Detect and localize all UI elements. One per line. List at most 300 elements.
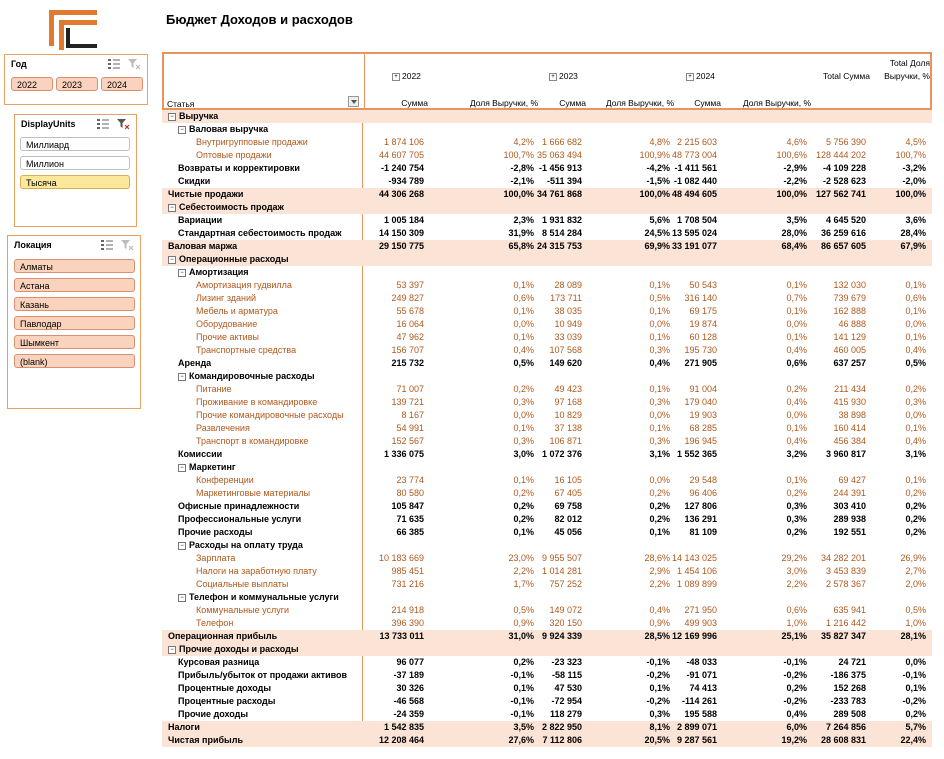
share-cell: 0,1% [649, 384, 670, 394]
share-cell: -0,2% [783, 696, 807, 706]
row-label-text: Проживание в командировке [196, 397, 318, 407]
location-item-almaty[interactable]: Алматы [14, 259, 135, 273]
table-row [162, 565, 932, 578]
table-row [162, 487, 932, 500]
table-row [162, 370, 932, 383]
sum-header-2023: Сумма [559, 98, 586, 108]
sum-cell: 9 924 339 [541, 631, 582, 641]
sum-cell: -114 261 [681, 696, 717, 706]
row-label-text: Прочие доходы [178, 709, 249, 719]
sum-cell: 128 444 202 [815, 150, 866, 160]
share-cell: 0,0% [905, 410, 926, 420]
sum-cell: 55 678 [396, 306, 424, 316]
row-label-text: Телефон и коммунальные услуги [189, 592, 339, 602]
table-row [162, 669, 932, 682]
share-cell: 1,0% [905, 618, 926, 628]
sum-cell: 244 391 [833, 488, 866, 498]
row-label-text: Лизинг зданий [196, 293, 257, 303]
row-label [178, 513, 301, 526]
share-cell: 4,8% [649, 137, 670, 147]
sum-cell: 86 657 605 [820, 241, 866, 251]
year-2022-header[interactable]: + 2022 [392, 71, 421, 81]
row-label [196, 396, 317, 409]
sum-cell: 271 950 [684, 605, 717, 615]
sum-cell: 289 938 [833, 514, 866, 524]
share-cell: 0,6% [786, 605, 807, 615]
row-label-text: Развлечения [196, 423, 250, 433]
share-cell: 0,2% [905, 514, 926, 524]
sum-cell: 136 291 [684, 514, 717, 524]
row-label [196, 279, 292, 292]
pivot-table [162, 52, 932, 747]
row-label [196, 474, 254, 487]
sum-cell: 107 568 [549, 345, 582, 355]
sum-cell: -37 189 [393, 670, 424, 680]
sum-cell: 91 004 [689, 384, 717, 394]
table-row [162, 318, 932, 331]
share-cell: 0,2% [513, 488, 534, 498]
sum-cell: 105 847 [391, 501, 424, 511]
share-cell: -0,1% [783, 657, 807, 667]
sum-cell: 19 874 [689, 319, 717, 329]
sum-cell: 49 423 [554, 384, 582, 394]
table-row [162, 149, 932, 162]
sum-cell: 635 941 [833, 605, 866, 615]
table-row [162, 526, 932, 539]
table-row [162, 617, 932, 630]
share-cell: 0,1% [786, 332, 807, 342]
table-row [162, 162, 932, 175]
sum-cell: 9 287 561 [676, 735, 717, 745]
sum-cell: 14 150 309 [378, 228, 424, 238]
row-label [178, 669, 347, 682]
share-cell: 0,0% [786, 410, 807, 420]
sum-cell: 33 191 077 [672, 241, 718, 251]
company-logo [46, 6, 100, 50]
table-row [162, 656, 932, 669]
share-cell: 0,0% [649, 475, 670, 485]
share-cell: 100,0% [639, 189, 670, 199]
clear-filter-icon[interactable] [116, 118, 130, 130]
year-slicer-title: Год [11, 59, 27, 69]
share-cell: 0,1% [905, 683, 926, 693]
share-cell: 100,9% [639, 150, 670, 160]
table-row [162, 344, 932, 357]
share-cell: 69,9% [644, 241, 670, 251]
sum-cell: -1 240 754 [380, 163, 424, 173]
share-cell: 100,6% [776, 150, 807, 160]
table-row [162, 500, 932, 513]
share-cell: 100,0% [776, 189, 807, 199]
share-cell: 0,0% [905, 319, 926, 329]
row-label-text: Прочие командировочные расходы [196, 410, 344, 420]
sum-cell: 1 089 899 [676, 579, 717, 589]
sum-cell: 10 829 [554, 410, 582, 420]
row-label [178, 162, 300, 175]
share-cell: 67,9% [900, 241, 926, 251]
sum-cell: 179 040 [684, 397, 717, 407]
table-row [162, 110, 932, 123]
row-label [196, 305, 278, 318]
share-cell: 0,2% [905, 501, 926, 511]
share-cell: 0,1% [786, 475, 807, 485]
share-cell: 28,5% [644, 631, 670, 641]
sum-cell: 34 761 868 [536, 189, 582, 199]
row-label [196, 409, 344, 422]
location-item-astana[interactable]: Астана [14, 278, 135, 292]
table-row [162, 175, 932, 188]
row-label [178, 448, 222, 461]
sum-cell: 127 562 741 [815, 189, 866, 199]
share-cell: 0,0% [905, 657, 926, 667]
row-label-text: Маркетинг [189, 462, 236, 472]
share-cell: -2,2% [783, 176, 807, 186]
sum-cell: 1 542 835 [383, 722, 424, 732]
total-share-header-1: Total Доля [889, 58, 930, 68]
sum-cell: 2 215 603 [676, 137, 717, 147]
table-row [162, 214, 932, 227]
sum-cell: 37 138 [554, 423, 582, 433]
share-cell: 8,1% [649, 722, 670, 732]
share-cell: 20,5% [644, 735, 670, 745]
share-cell: 0,2% [786, 488, 807, 498]
share-cell: -0,1% [510, 709, 534, 719]
sum-cell: 12 208 464 [378, 735, 424, 745]
share-cell: 0,1% [786, 280, 807, 290]
row-label-text: Прочие расходы [178, 527, 253, 537]
sum-cell: 71 635 [396, 514, 424, 524]
row-label-text: Амортизация [189, 267, 249, 277]
share-cell: 0,1% [513, 280, 534, 290]
share-cell: -2,1% [510, 176, 534, 186]
pivot-header [162, 52, 932, 110]
share-cell: 100,0% [895, 189, 926, 199]
share-cell: 0,1% [649, 527, 670, 537]
location-item-pavlodar[interactable]: Павлодар [14, 316, 135, 330]
year-2024-header[interactable]: + 2024 [686, 71, 715, 81]
sum-cell: 156 707 [391, 345, 424, 355]
share-cell: 3,1% [905, 449, 926, 459]
row-label-text: Конференции [196, 475, 254, 485]
sum-header-2022: Сумма [401, 98, 428, 108]
row-label [196, 435, 308, 448]
share-cell: 0,1% [905, 280, 926, 290]
total-share-header-2: Выручки, % [884, 71, 930, 81]
share-cell: 3,5% [513, 722, 534, 732]
share-cell: 0,9% [513, 618, 534, 628]
sum-cell: 985 451 [391, 566, 424, 576]
row-label-text: Себестоимость продаж [179, 202, 284, 212]
row-label-text: Маркетинговые материалы [196, 488, 311, 498]
row-label [168, 240, 237, 253]
sum-cell: 2 822 950 [541, 722, 582, 732]
share-cell: 0,2% [513, 501, 534, 511]
row-label-text: Мебель и арматура [196, 306, 278, 316]
row-label [196, 383, 232, 396]
year-item-2022[interactable]: 2022 [11, 77, 53, 91]
share-cell: 0,5% [649, 293, 670, 303]
table-row [162, 604, 932, 617]
share-cell: 3,1% [649, 449, 670, 459]
collapse-icon[interactable]: − [178, 542, 186, 550]
share-cell: 4,2% [513, 137, 534, 147]
row-label [178, 695, 275, 708]
row-label [178, 461, 236, 474]
share-cell: 0,3% [786, 501, 807, 511]
table-row [162, 188, 932, 201]
share-cell: 0,1% [649, 683, 670, 693]
collapse-icon[interactable]: − [178, 126, 186, 134]
row-label [178, 708, 248, 721]
sum-cell: 46 888 [838, 319, 866, 329]
sum-cell: 1 072 376 [541, 449, 582, 459]
pivot-body [162, 110, 932, 747]
sum-header-2024: Сумма [694, 98, 721, 108]
sum-cell: 69 427 [838, 475, 866, 485]
row-label-text: Процентные расходы [178, 696, 276, 706]
sum-cell: 173 711 [550, 293, 582, 303]
sum-cell: -1 456 913 [538, 163, 582, 173]
collapse-icon[interactable]: − [168, 646, 176, 654]
sum-cell: 13 595 024 [672, 228, 718, 238]
share-header-2024: Доля Выручки, % [742, 98, 811, 108]
sum-cell: 45 056 [554, 527, 582, 537]
sum-cell: -511 394 [546, 176, 582, 186]
page-title: Бюджет Доходов и расходов [166, 12, 353, 27]
table-row [162, 552, 932, 565]
sum-cell: 53 397 [396, 280, 424, 290]
year-2023-header[interactable]: + 2023 [549, 71, 578, 81]
share-cell: 0,4% [905, 436, 926, 446]
row-label-text: Налоги [168, 722, 200, 732]
units-item-thousand[interactable]: Тысяча [20, 175, 130, 189]
table-row [162, 396, 932, 409]
sum-cell: 415 930 [833, 397, 866, 407]
row-label-text: Скидки [178, 176, 211, 186]
multi-select-icon[interactable] [96, 118, 110, 130]
location-item-shymkent[interactable]: Шымкент [14, 335, 135, 349]
row-label [196, 292, 256, 305]
expand-icon[interactable]: + [549, 73, 557, 81]
share-cell: 4,5% [905, 137, 926, 147]
row-label [196, 344, 296, 357]
expand-icon[interactable]: + [686, 73, 694, 81]
share-cell: 0,2% [513, 514, 534, 524]
share-cell: 68,4% [781, 241, 807, 251]
row-label [178, 175, 210, 188]
table-row [162, 682, 932, 695]
collapse-icon[interactable]: − [178, 464, 186, 472]
share-cell: 28,6% [644, 553, 670, 563]
table-row [162, 305, 932, 318]
units-item-million[interactable]: Миллион [20, 156, 130, 170]
location-item-blank[interactable]: (blank) [14, 354, 135, 368]
table-row [162, 695, 932, 708]
clear-filter-icon[interactable] [120, 239, 134, 251]
share-cell: 0,1% [649, 280, 670, 290]
share-cell: 0,1% [905, 306, 926, 316]
share-cell: 31,9% [508, 228, 534, 238]
row-label [178, 214, 222, 227]
share-cell: 0,5% [905, 358, 926, 368]
share-cell: -0,1% [902, 670, 926, 680]
share-cell: -3,2% [902, 163, 926, 173]
share-cell: 0,2% [513, 384, 534, 394]
share-cell: 4,6% [786, 137, 807, 147]
collapse-icon[interactable]: − [178, 269, 186, 277]
sum-cell: -934 789 [388, 176, 424, 186]
sum-cell: 66 385 [396, 527, 424, 537]
share-cell: 0,2% [905, 709, 926, 719]
share-cell: -2,0% [902, 176, 926, 186]
row-label [196, 578, 288, 591]
row-label [178, 539, 303, 552]
row-label [168, 188, 243, 201]
share-header-2023: Доля Выручки, % [605, 98, 674, 108]
multi-select-icon[interactable] [100, 239, 114, 251]
row-label-text: Процентные доходы [178, 683, 272, 693]
collapse-icon[interactable]: − [178, 594, 186, 602]
sum-cell: 47 530 [554, 683, 582, 693]
sum-cell: -72 954 [551, 696, 582, 706]
share-cell: 0,4% [786, 397, 807, 407]
share-cell: 0,0% [513, 319, 534, 329]
sum-cell: 195 730 [684, 345, 717, 355]
row-label [178, 500, 299, 513]
sum-cell: 96 406 [689, 488, 717, 498]
collapse-icon[interactable]: − [168, 204, 176, 212]
sum-cell: -4 109 228 [822, 163, 866, 173]
share-cell: 2,7% [905, 566, 926, 576]
share-cell: 0,1% [905, 332, 926, 342]
row-label-text: Командировочные расходы [189, 371, 315, 381]
table-row [162, 708, 932, 721]
sum-cell: 29 548 [689, 475, 717, 485]
share-cell: 0,4% [513, 345, 534, 355]
sum-cell: 1 552 365 [676, 449, 717, 459]
table-row [162, 474, 932, 487]
sum-cell: 456 384 [833, 436, 866, 446]
share-cell: 0,3% [649, 436, 670, 446]
table-row [162, 422, 932, 435]
location-item-kazan[interactable]: Казань [14, 297, 135, 311]
share-cell: 100,0% [503, 189, 534, 199]
share-cell: 31,0% [508, 631, 534, 641]
units-item-billion[interactable]: Миллиард [20, 137, 130, 151]
sum-cell: 38 898 [838, 410, 866, 420]
collapse-icon[interactable]: − [168, 113, 176, 121]
row-label [178, 591, 339, 604]
row-label [178, 227, 342, 240]
collapse-icon[interactable]: − [168, 256, 176, 264]
share-cell: 0,4% [905, 345, 926, 355]
share-cell: 0,1% [649, 423, 670, 433]
sum-cell: 2 899 071 [676, 722, 717, 732]
sum-cell: 68 285 [689, 423, 717, 433]
row-label-text: Валовая маржа [168, 241, 238, 251]
sum-cell: 396 390 [391, 618, 424, 628]
sum-cell: 1 216 442 [825, 618, 866, 628]
share-cell: 0,3% [649, 345, 670, 355]
sum-cell: 12 169 996 [672, 631, 718, 641]
row-label-text: Курсовая разница [178, 657, 260, 667]
row-label [196, 487, 310, 500]
sum-cell: 14 143 025 [672, 553, 718, 563]
share-cell: 28,4% [900, 228, 926, 238]
sum-cell: -24 359 [393, 709, 424, 719]
share-cell: 0,3% [649, 709, 670, 719]
share-cell: 0,0% [649, 319, 670, 329]
share-cell: 100,7% [895, 150, 926, 160]
sum-cell: -91 071 [686, 670, 717, 680]
row-label-text: Транспорт в командировке [196, 436, 309, 446]
display-units-slicer-title: DisplayUnits [21, 119, 76, 129]
share-cell: 0,4% [649, 358, 670, 368]
year-item-2024[interactable]: 2024 [101, 77, 143, 91]
sum-cell: -1 411 561 [674, 163, 717, 173]
clear-filter-icon[interactable] [127, 58, 141, 70]
row-label-text: Операционные расходы [179, 254, 289, 264]
sum-cell: 28 089 [554, 280, 582, 290]
sum-cell: 499 903 [684, 618, 717, 628]
sum-cell: 3 453 839 [825, 566, 866, 576]
row-label-text: Чистая прибыль [168, 735, 243, 745]
sum-cell: 71 007 [396, 384, 424, 394]
sum-cell: 44 607 705 [378, 150, 424, 160]
row-label-text: Налоги на заработную плату [196, 566, 317, 576]
collapse-icon[interactable]: − [178, 373, 186, 381]
display-units-slicer [14, 114, 137, 227]
year-item-2023[interactable]: 2023 [56, 77, 98, 91]
share-cell: 0,5% [513, 605, 534, 615]
share-cell: 0,4% [786, 436, 807, 446]
sum-cell: 10 949 [554, 319, 582, 329]
share-cell: 5,6% [649, 215, 670, 225]
sum-cell: 1 666 682 [541, 137, 582, 147]
location-slicer-title: Локация [14, 240, 52, 250]
share-cell: 0,1% [649, 306, 670, 316]
multi-select-icon[interactable] [107, 58, 121, 70]
table-row [162, 513, 932, 526]
row-label [196, 604, 289, 617]
row-label [178, 370, 315, 383]
sum-cell: 141 129 [833, 332, 866, 342]
row-filter-dropdown[interactable] [348, 96, 359, 107]
table-row [162, 643, 932, 656]
share-cell: -0,2% [902, 696, 926, 706]
table-row [162, 578, 932, 591]
share-cell: 3,6% [905, 215, 926, 225]
sum-cell: 96 077 [396, 657, 424, 667]
sum-cell: 637 257 [833, 358, 866, 368]
row-label-text: Возвраты и корректировки [178, 163, 300, 173]
row-label-text: Прочие доходы и расходы [179, 644, 299, 654]
sum-cell: 69 175 [689, 306, 717, 316]
row-label [168, 643, 299, 656]
sum-cell: 34 282 201 [820, 553, 866, 563]
row-label-text: Операционная прибыль [168, 631, 278, 641]
share-cell: 0,2% [786, 527, 807, 537]
share-cell: 19,2% [781, 735, 807, 745]
table-row [162, 591, 932, 604]
sum-cell: 127 806 [684, 501, 717, 511]
year-slicer [4, 54, 148, 105]
share-cell: 0,3% [513, 436, 534, 446]
sum-cell: 1 005 184 [383, 215, 424, 225]
expand-icon[interactable]: + [392, 73, 400, 81]
table-row [162, 227, 932, 240]
sum-cell: 74 413 [689, 683, 717, 693]
